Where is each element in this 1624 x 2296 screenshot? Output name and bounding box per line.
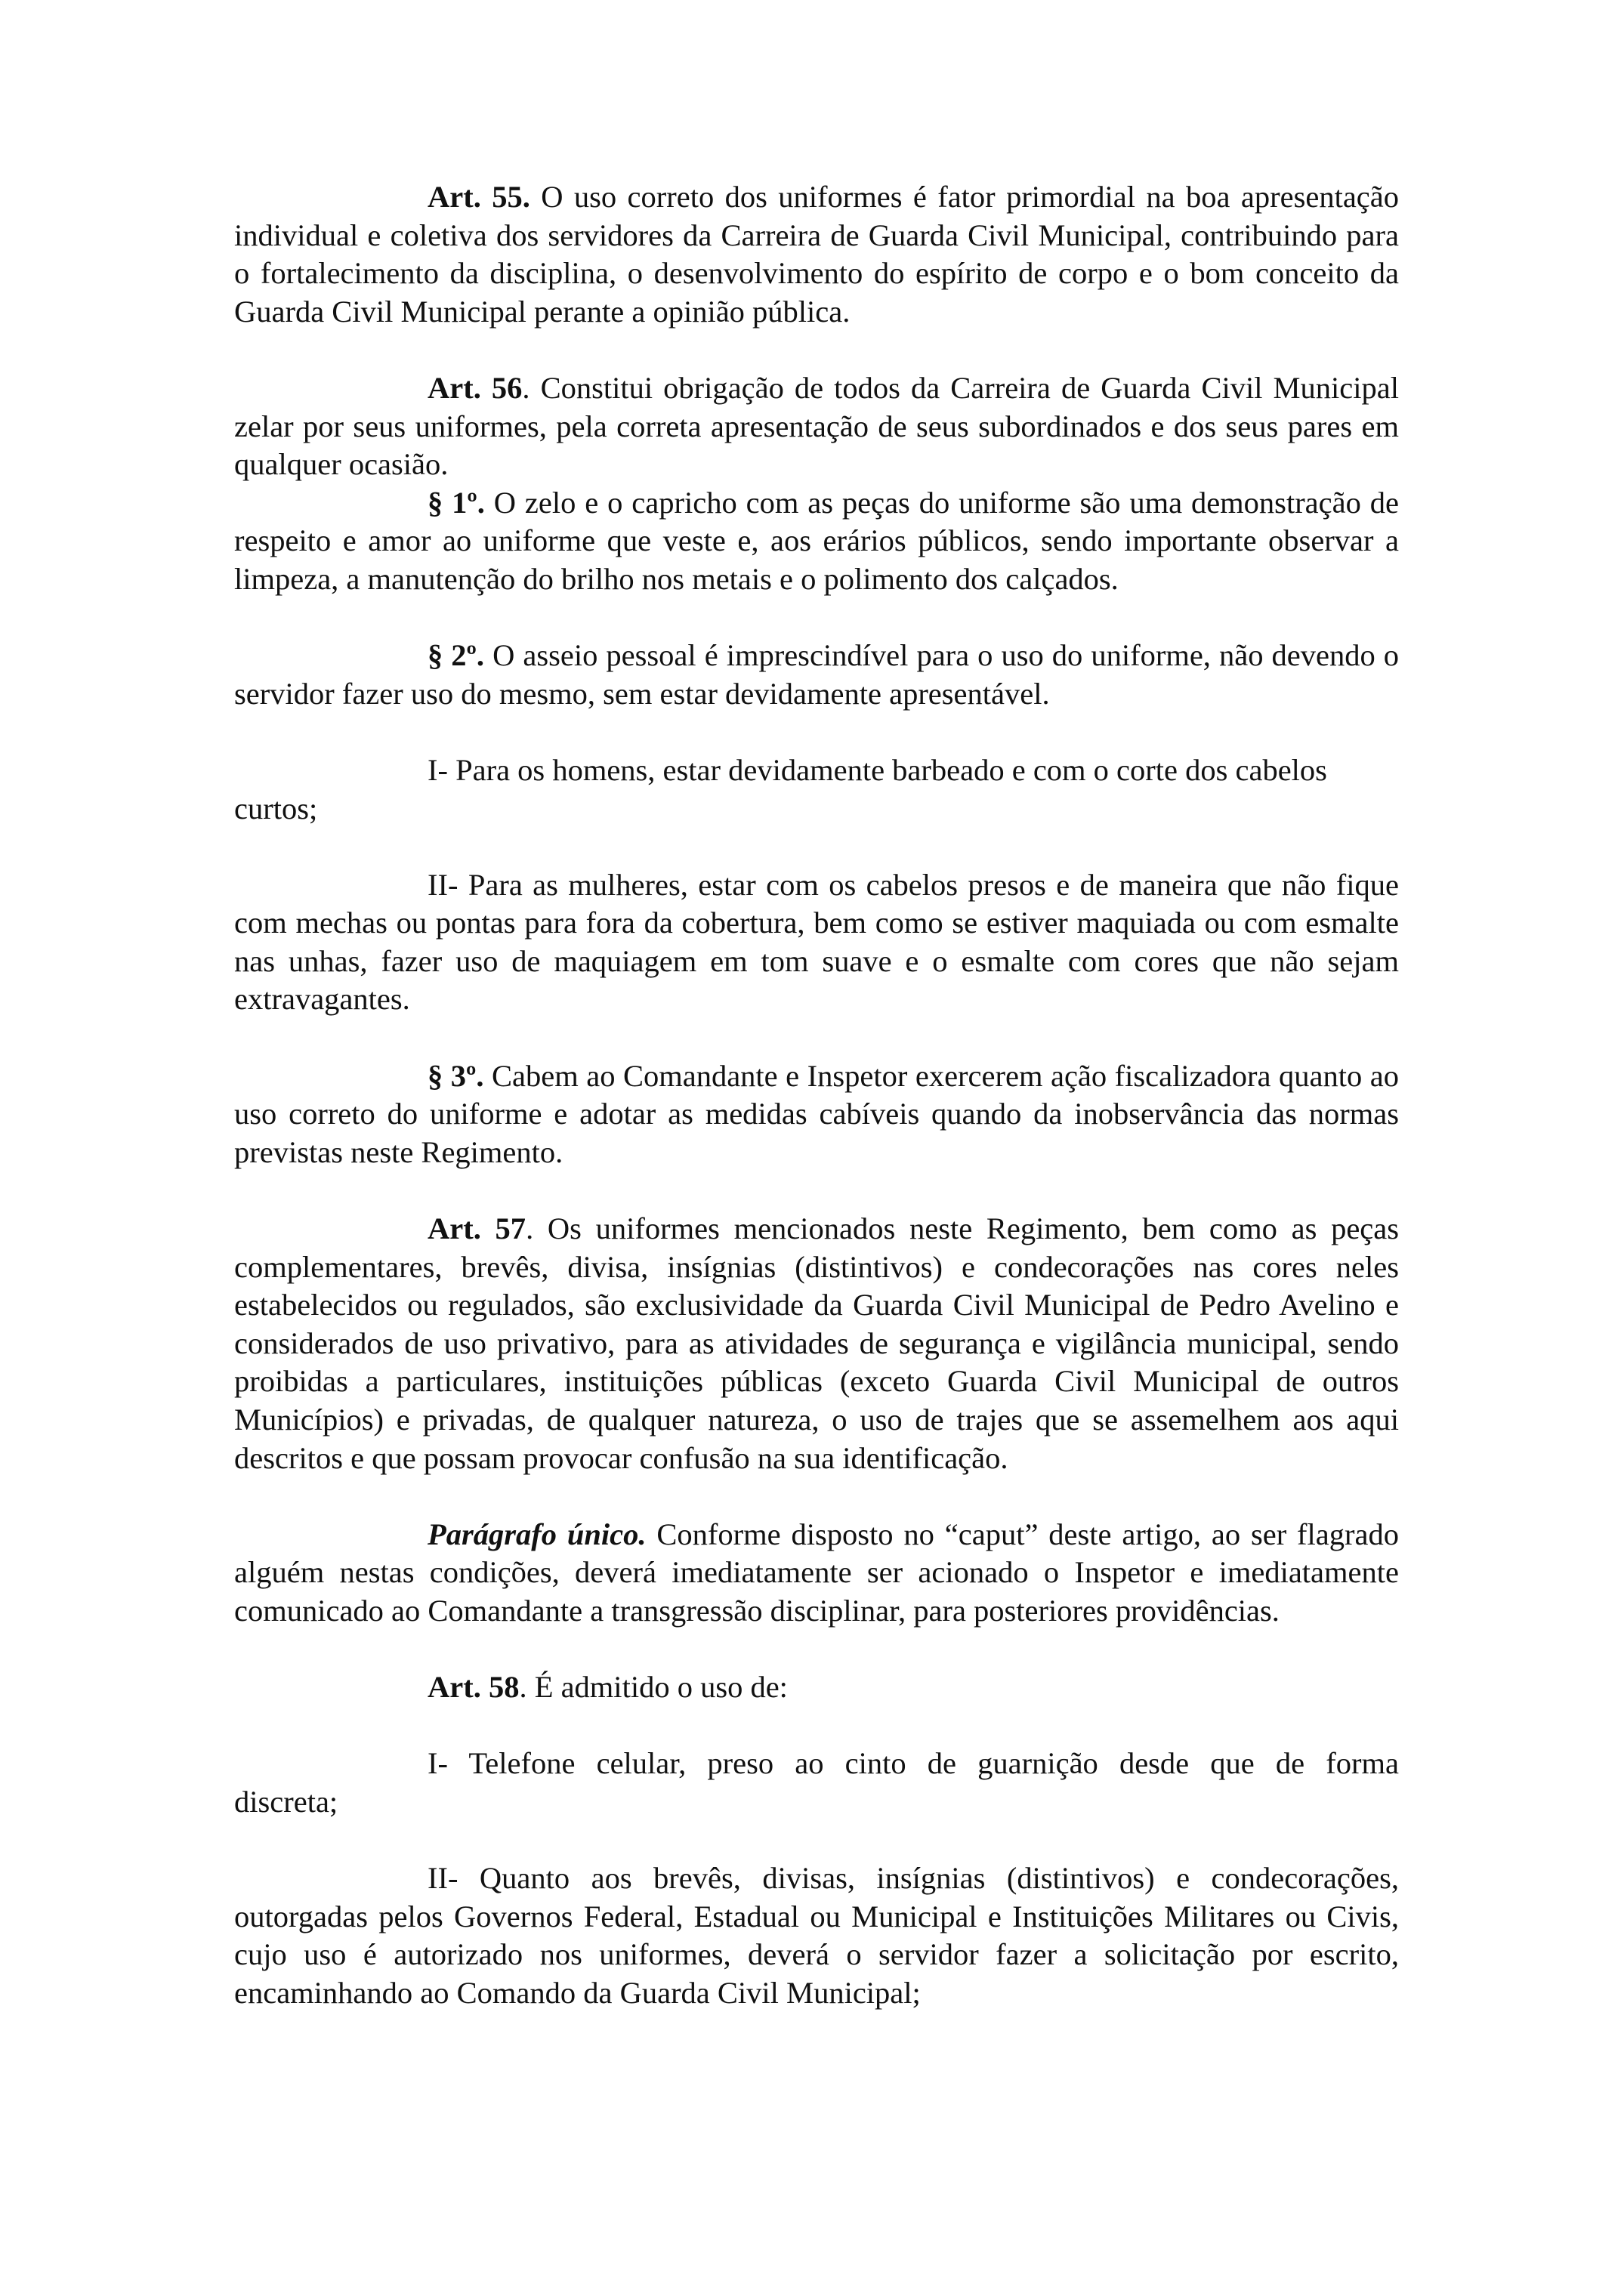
article-58-label: Art. 58 xyxy=(428,1670,520,1705)
article-57-text: . Os uniformes mencionados neste Regimento, bem como as peças complementares, brevês, divisa, insígnias (distintivos) e condecorações nas cores neles estabelecidos ou regulados, são exclusividade da Guarda Civil Municipal de Pedro Avelino e considerados de uso privativo, para as atividades de segurança e vigilância municipal, sendo proibidas a particulares, instituições públicas (exceto Guarda Civil Municipal de outros Municípios) e privadas, de qualquer natureza, o uso de trajes que se assemelhem aos aqui descritos e que possam provocar confusão na sua identificação. xyxy=(234,1211,1400,1475)
article-57 xyxy=(234,1210,1399,1477)
paragraph-1-label: § 1º. xyxy=(428,485,485,520)
article-56-inciso-1-line-2: curtos; xyxy=(234,791,318,826)
article-57-label: Art. 57 xyxy=(428,1211,526,1246)
article-56-inciso-2: II- Para as mulheres, estar com os cabelos presos e de maneira que não fique com mechas ou pontas para fora da cobertura, bem como se estiver maquiada ou com esmalte nas unhas, fazer uso de maquiagem em tom suave e o esmalte com cores que não sejam extravagantes. xyxy=(234,867,1399,1017)
article-56 xyxy=(234,369,1399,484)
article-55-label: Art. 55. xyxy=(428,180,530,214)
article-58-inciso-1-line-2: discreta; xyxy=(234,1784,338,1819)
article-56-paragraph-1 xyxy=(234,484,1399,599)
article-58-text: . É admitido o uso de: xyxy=(519,1670,788,1705)
sole-paragraph-text: Conforme disposto no “caput” deste artigo, ao ser flagrado alguém nestas condições, deverá imediatamente ser acionado o Inspetor e imediatamente comunicado ao Comandante a transgressão disciplinar, para posteriores providências. xyxy=(234,1517,1399,1628)
paragraph-2-text: O asseio pessoal é imprescindível para o uso do uniforme, não devendo o servidor fazer uso do mesmo, sem estar devidamente apresentável. xyxy=(234,638,1399,711)
article-56-paragraph-3 xyxy=(234,1057,1399,1172)
paragraph-2-label: § 2º. xyxy=(428,638,485,673)
article-58-inciso-1-line-1: I- Telefone celular, preso ao cinto de guarnição desde que de forma xyxy=(428,1746,1399,1781)
article-56-paragraph-2 xyxy=(234,637,1399,713)
article-55-text: O uso correto dos uniformes é fator primordial na boa apresentação individual e coletiva dos servidores da Carreira de Guarda Civil Municipal, contribuindo para o fortalecimento da disciplina, o desenvolvimento do espírito de corpo e o bom conceito da Guarda Civil Municipal perante a opinião pública. xyxy=(234,180,1399,329)
document-page xyxy=(234,178,1399,2013)
paragraph-1-text: O zelo e o capricho com as peças do uniforme são uma demonstração de respeito e amor ao uniforme que veste e, aos erários públicos, sendo importante observar a limpeza, a manutenção do brilho nos metais e o polimento dos calçados. xyxy=(234,485,1399,596)
article-56-text: . Constitui obrigação de todos da Carreira de Guarda Civil Municipal zelar por seus uniformes, pela correta apresentação de seus subordinados e dos seus pares em qualquer ocasião. xyxy=(234,370,1399,482)
article-57-sole-paragraph xyxy=(234,1516,1399,1631)
article-55 xyxy=(234,178,1399,331)
article-56-inciso-1-line-1: I- Para os homens, estar devidamente barbeado e com o corte dos cabelos xyxy=(428,752,1327,787)
paragraph-3-label: § 3º. xyxy=(428,1058,484,1093)
article-58-inciso-2: II- Quanto aos brevês, divisas, insígnias (distintivos) e condecorações, outorgadas pelos Governos Federal, Estadual ou Municipal e Instituições Militares ou Civis, cujo uso é autorizado nos uniformes, deverá o servidor fazer a solicitação por escrito, encaminhando ao Comando da Guarda Civil Municipal; xyxy=(234,1861,1399,2010)
article-58 xyxy=(234,1668,1399,1707)
sole-paragraph-label: Parágrafo único. xyxy=(428,1517,647,1551)
paragraph-3-text: Cabem ao Comandante e Inspetor exercerem ação fiscalizadora quanto ao uso correto do uniforme e adotar as medidas cabíveis quando da inobservância das normas previstas neste Regimento. xyxy=(234,1058,1399,1169)
article-56-label: Art. 56 xyxy=(428,370,523,405)
